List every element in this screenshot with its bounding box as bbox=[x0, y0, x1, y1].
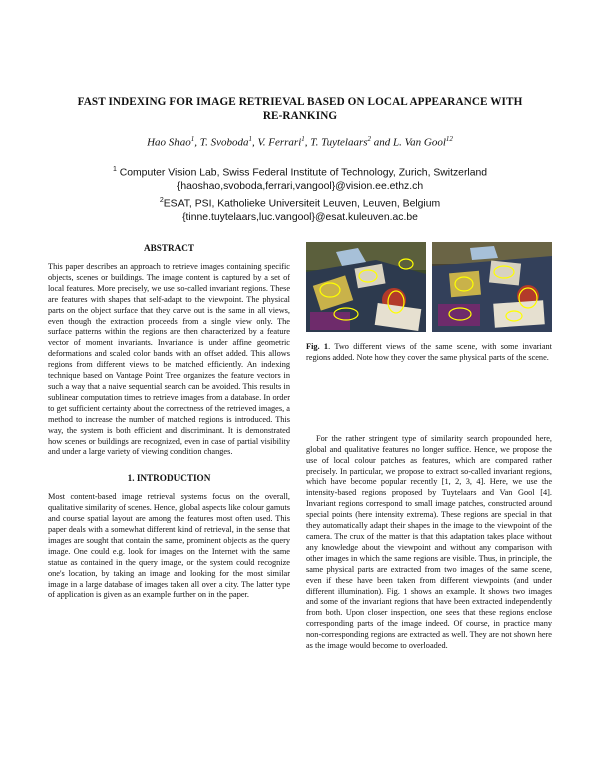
figure-label: Fig. 1 bbox=[306, 342, 329, 351]
author: Hao Shao bbox=[147, 136, 191, 149]
author-affiliation-mark: 12 bbox=[445, 135, 453, 143]
introduction-text: Most content-based image retrieval systems focus on the overall, qualitative similarity of scenes. Hence, global aspects like colour gamuts and course spatial layout are among the features most often used. This paper deals with a somewhat different kind of retrieval, in the sense that images are sought that contain the same, prominent objects as the query image. One could e.g. look for images on the Internet with the same statue as contained in the query image, or the system could recognize one's location, by taking an image and looking for the most similar image in a large database of images taken all over a city. The latter type of application is given as an example further on in the paper. bbox=[48, 492, 290, 600]
body-paragraph: For the rather stringent type of similarity search propounded here, global and qualitative features no longer suffice. Hence, we propose the use of local colour patches as features, which are compared rather precisely. In particular, we propose to extract so-called invariant regions, which have become popular recently [1, 2, 3, 4]. Here, we use the intensity-based regions proposed by Tuytelaars and Van Gool [4]. Invariant regions correspond to small image patches, constructed around special points (here intensity extrema). These regions are special in that they automatically adapt their shapes in the image to the viewpoint of the camera. The crux of the matter is that this adaptation takes place without any knowledge about the viewpoint and without any comparison with other images in which the same regions are visible. Thus, in principle, the same physical parts are extracted from two images of the same scene, even if these have been taken from different viewpoints (and under different illumination). Fig. 1 shows an example. It shows two images and some of the invariant regions that have been extracted independently from both. Upon closer inspection, one sees that these regions enclose corresponding parts of the image indeed. Of course, in practice many non-corresponding regions are extracted as well. They are not shown here as the image would become to overloaded. bbox=[306, 433, 552, 651]
affiliation-mark: 2 bbox=[159, 196, 164, 204]
figure-1 bbox=[306, 242, 552, 332]
author: T. Tuytelaars bbox=[310, 136, 368, 149]
affiliation-2-email: {tinne.tuytelaars,luc.vangool}@esat.kuleuven.ac.be bbox=[182, 211, 418, 223]
introduction-heading: 1. INTRODUCTION bbox=[127, 473, 211, 484]
figure-caption bbox=[306, 342, 552, 364]
author-separator: , bbox=[251, 136, 258, 149]
figure-image-view-2 bbox=[432, 242, 552, 332]
affiliations bbox=[40, 163, 560, 224]
affiliation-mark: 1 bbox=[112, 166, 117, 173]
figure-image-view-1 bbox=[306, 242, 426, 332]
author: V. Ferrari bbox=[257, 136, 302, 149]
author-affiliation-mark: 1 bbox=[301, 135, 305, 143]
paper-title bbox=[40, 95, 560, 123]
section-gap bbox=[48, 458, 290, 472]
author: T. Svoboda bbox=[199, 136, 249, 149]
left-column bbox=[48, 242, 290, 601]
affiliation-1-email: {haoshao,svoboda,ferrari,vangool}@vision.ee.ethz.ch bbox=[176, 181, 424, 193]
figure-caption-text: . Two different views of the same scene, with some invariant regions added. Note how they cover the same physical parts of the scene. bbox=[306, 342, 552, 362]
affiliation-name: Computer Vision Lab, Swiss Federal Institute of Technology, Zurich, Switzerland bbox=[119, 167, 488, 179]
author-affiliation-mark: 1 bbox=[248, 135, 252, 143]
author: L. Van Gool bbox=[393, 136, 446, 149]
scene-photo-right bbox=[432, 242, 552, 332]
affiliation-1 bbox=[40, 163, 560, 180]
affiliation-name: ESAT, PSI, Katholieke Universiteit Leuven, Leuven, Belgium bbox=[163, 198, 441, 210]
scene-photo-left bbox=[306, 242, 426, 332]
author-separator: , bbox=[194, 136, 200, 149]
author-list bbox=[40, 132, 560, 150]
author-separator: and bbox=[371, 136, 394, 149]
title-line-2: RE-RANKING bbox=[262, 110, 338, 122]
right-column bbox=[306, 242, 552, 652]
author-separator: , bbox=[304, 136, 311, 149]
abstract-heading: ABSTRACT bbox=[143, 243, 195, 253]
author-affiliation-mark: 2 bbox=[367, 135, 372, 143]
affiliation-2 bbox=[40, 194, 560, 211]
title-line-1: FAST INDEXING FOR IMAGE RETRIEVAL BASED ON LOCAL APPEARANCE WITH bbox=[77, 96, 523, 108]
abstract-text: This paper describes an approach to retrieve images containing specific objects, scenes or buildings. The image content is captured by a set of local features. More precisely, we use so-called invariant regions. These are features with shapes that self-adapt to the viewpoint. The physical parts on the object surface that they carve out is the same in all views, even though the extraction proceeds from a single view only. The surface patterns within the regions are then characterized by a feature vector of moment invariants. Invariance is under affine geometric deformations and scaled color bands with an offset added. This allows regions from different views to be matched efficiently. An indexing technique based on Vantage Point Tree organizes the feature vectors in such a way that a naive sequential search can be avoided. This results in sublinear computation times to retrieve images from a database. In order to get sufficient certainty about the correctness of the retrieved images, a method to increase the number of matched regions is introduced. This way, the system is both efficient and discriminant. It is demonstrated how scenes or buildings are recognized, even in case of partial visibility and under a large variety of viewing condition changes. bbox=[48, 262, 290, 457]
author-affiliation-mark: 1 bbox=[190, 135, 195, 143]
